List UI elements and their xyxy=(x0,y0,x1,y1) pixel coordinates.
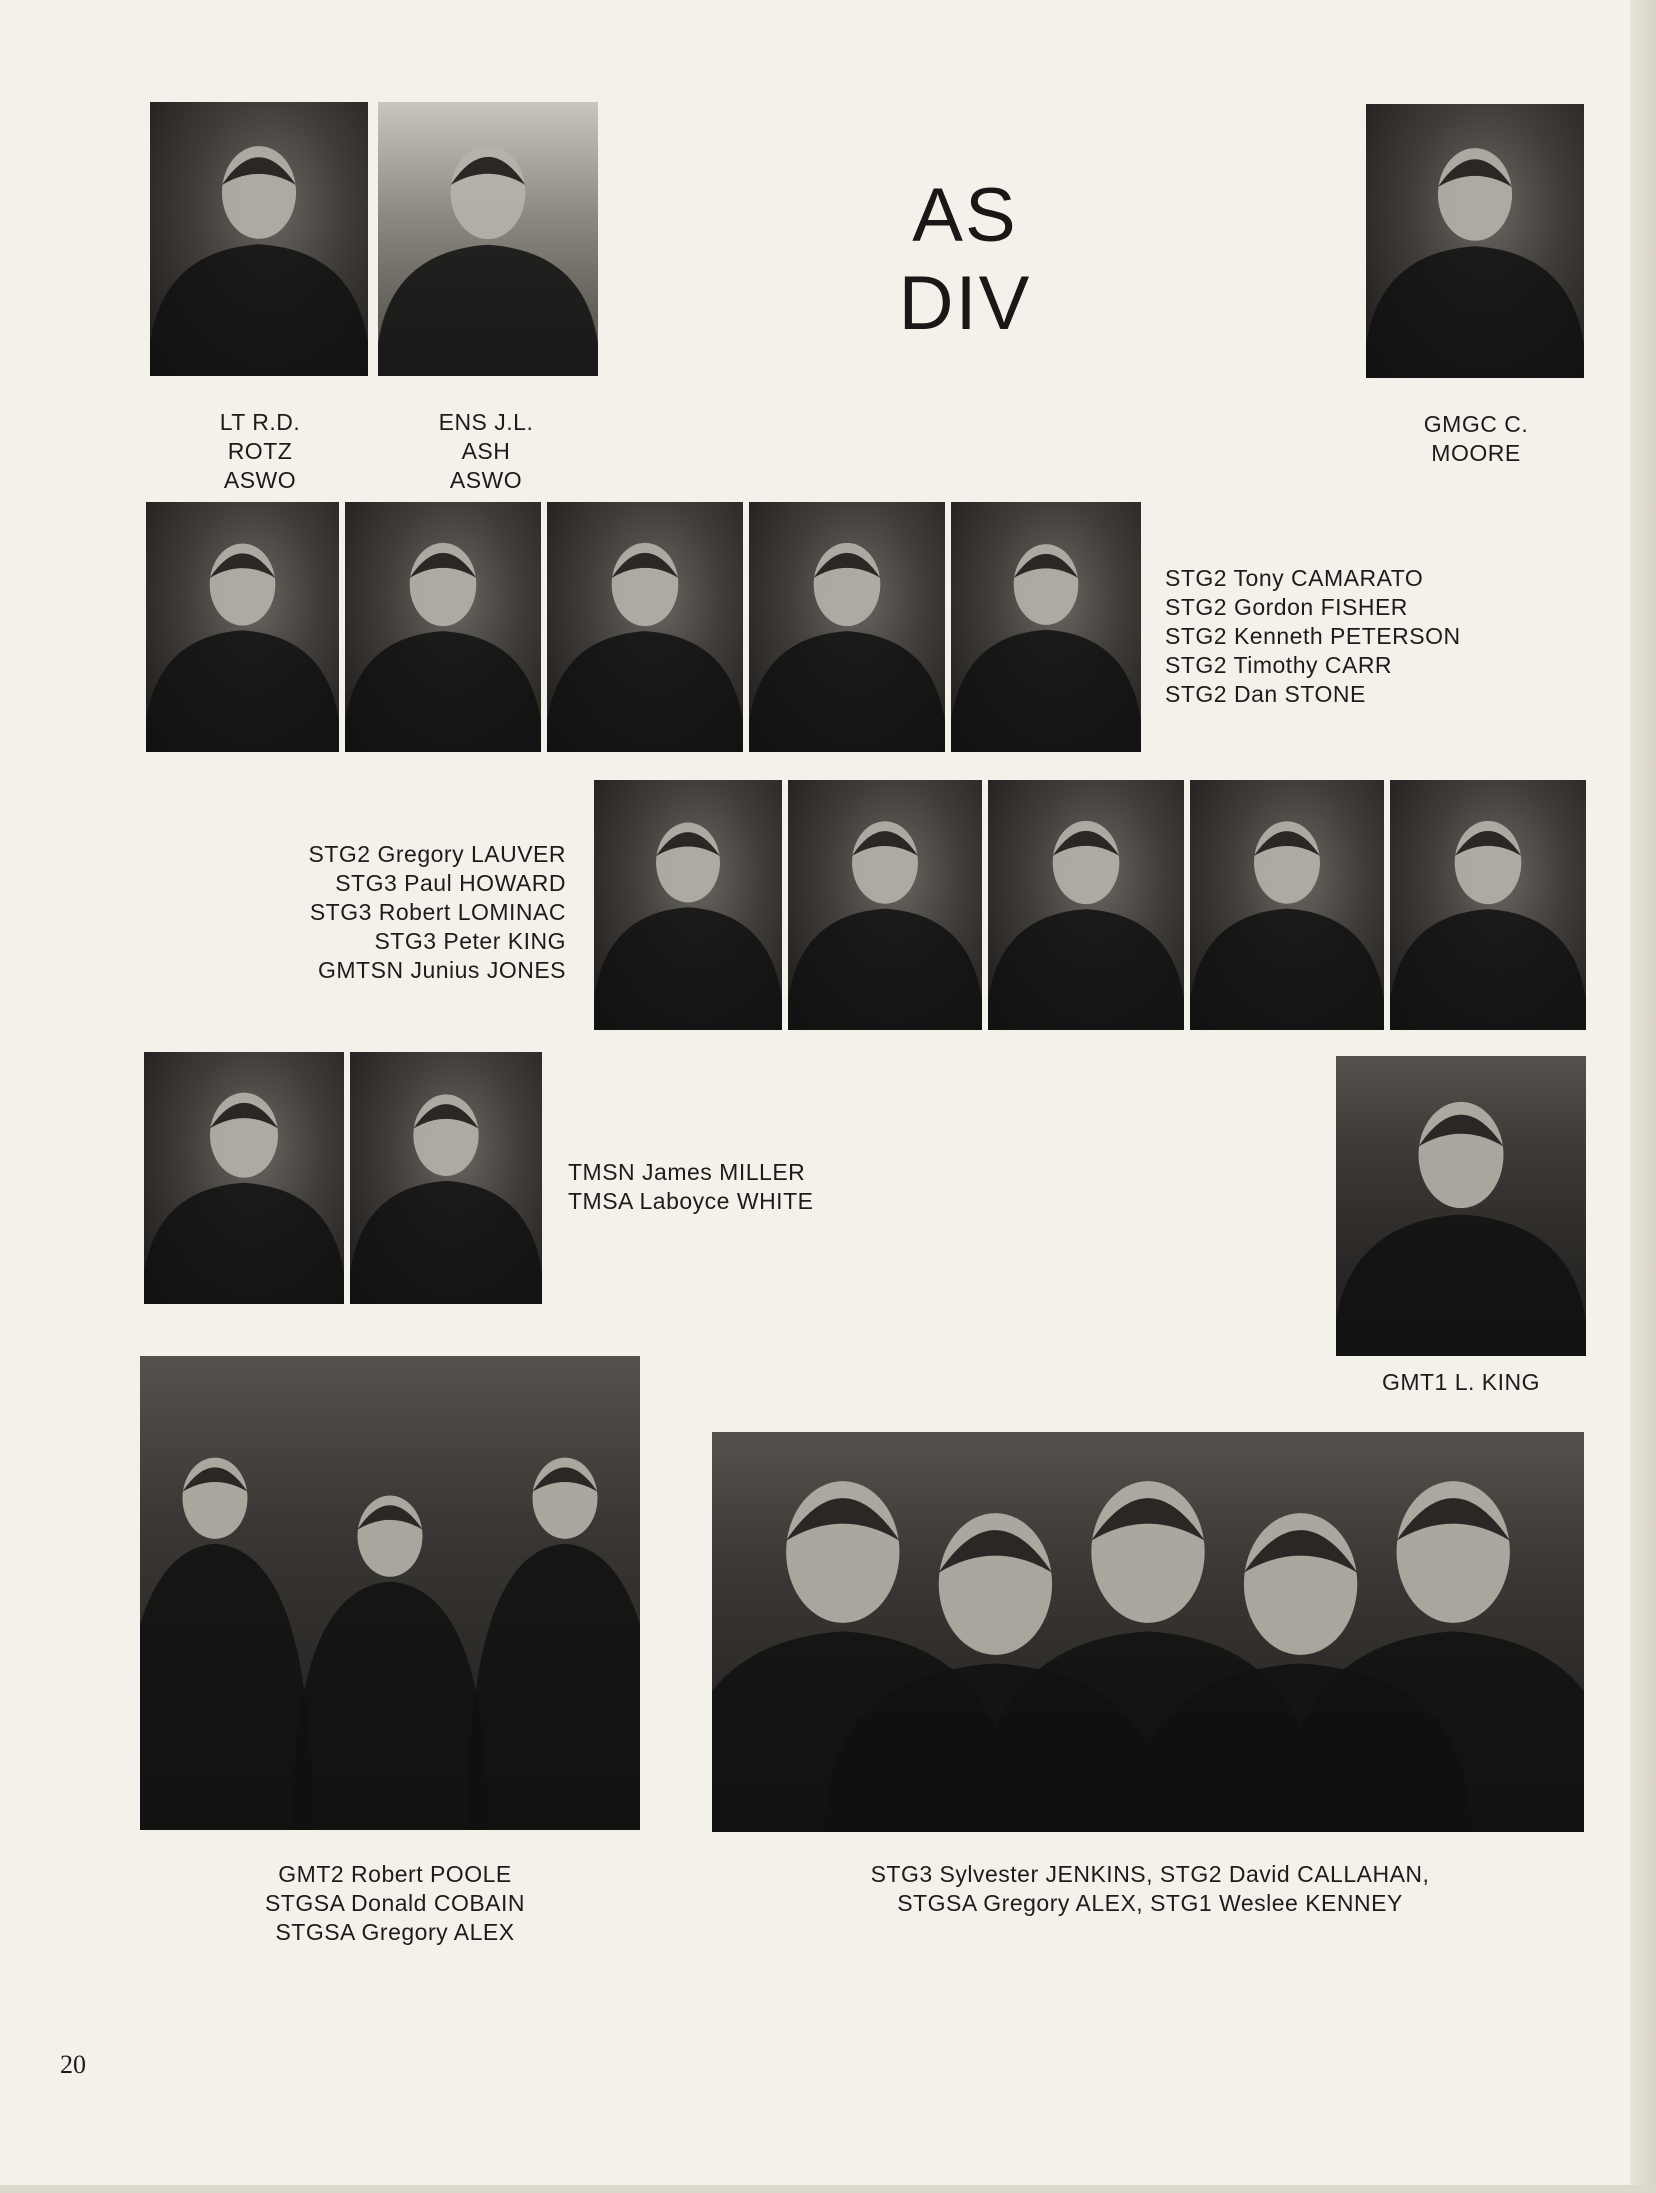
officer-caption-ash xyxy=(406,408,566,495)
silhouette-body xyxy=(350,1181,542,1304)
division-title-line1: AS xyxy=(912,173,1018,258)
silhouette-body xyxy=(378,245,598,376)
photo-silhouette xyxy=(1336,1056,1586,1356)
portrait-stone xyxy=(951,502,1141,752)
page-edge-shadow xyxy=(1630,0,1656,2193)
silhouette-body xyxy=(1190,909,1384,1030)
caption-line: GMT2 Robert POOLE xyxy=(278,1861,512,1887)
name-line: STG2 Timothy CARR xyxy=(1165,652,1393,678)
silhouette-body xyxy=(951,630,1141,752)
silhouette-body xyxy=(749,631,945,752)
name-line: GMTSN Junius JONES xyxy=(318,957,566,983)
portrait-carr xyxy=(749,502,945,752)
group-photo-jenkins-callahan-alex-kenney xyxy=(712,1432,1584,1832)
caption-line: MOORE xyxy=(1431,440,1521,466)
name-line: STG2 Gordon FISHER xyxy=(1165,594,1408,620)
name-line: STG2 Dan STONE xyxy=(1165,681,1366,707)
caption-line: STGSA Gregory ALEX xyxy=(275,1919,515,1945)
silhouette-body xyxy=(144,1183,344,1304)
photo-silhouette xyxy=(749,502,945,752)
caption-line: STGSA Donald COBAIN xyxy=(264,1890,526,1916)
name-line: TMSA Laboyce WHITE xyxy=(568,1188,814,1214)
name-line: STG3 Paul HOWARD xyxy=(335,870,566,896)
name-line: STG2 Tony CAMARATO xyxy=(1165,565,1424,591)
portrait-lauver xyxy=(594,780,782,1030)
caption-line: ROTZ xyxy=(227,438,293,464)
photo-silhouette xyxy=(712,1432,1584,1832)
portrait-white xyxy=(350,1052,542,1304)
portrait-peterson xyxy=(547,502,743,752)
silhouette-body xyxy=(293,1582,488,1830)
page-number: 20 xyxy=(60,2050,86,2079)
silhouette-body xyxy=(468,1544,641,1830)
silhouette-body xyxy=(345,631,541,752)
officer-caption-rotz xyxy=(180,408,340,495)
photo-silhouette xyxy=(988,780,1184,1030)
name-line: STG2 Kenneth PETERSON xyxy=(1165,623,1461,649)
photo-silhouette xyxy=(150,102,368,376)
photo-silhouette xyxy=(1366,104,1584,378)
silhouette-body xyxy=(788,909,982,1030)
photo-silhouette xyxy=(547,502,743,752)
photo-silhouette xyxy=(378,102,598,376)
photo-silhouette xyxy=(788,780,982,1030)
photo-gmt1-king xyxy=(1336,1056,1586,1356)
caption-line: STG3 Sylvester JENKINS, STG2 David CALLAHAN, xyxy=(870,1861,1430,1887)
caption-line: GMGC C. xyxy=(1423,411,1529,437)
row2-names xyxy=(180,840,566,985)
name-line: TMSN James MILLER xyxy=(568,1159,806,1185)
caption-line: GMT1 L. KING xyxy=(1381,1369,1541,1395)
silhouette-body xyxy=(547,631,743,752)
page-bottom-edge xyxy=(0,2185,1656,2193)
silhouette-body xyxy=(1336,1215,1586,1357)
portrait-howard xyxy=(788,780,982,1030)
name-line: STG2 Gregory LAUVER xyxy=(308,841,566,867)
portrait-king xyxy=(1190,780,1384,1030)
silhouette-body xyxy=(140,1544,313,1830)
name-line: STG3 Robert LOMINAC xyxy=(309,899,566,925)
silhouette-body xyxy=(150,244,368,376)
caption-line: STGSA Gregory ALEX, STG1 Weslee KENNEY xyxy=(897,1890,1403,1916)
photo-silhouette xyxy=(350,1052,542,1304)
portrait-fisher xyxy=(345,502,541,752)
silhouette-body xyxy=(988,909,1184,1030)
photo-silhouette xyxy=(345,502,541,752)
caption-line: ASWO xyxy=(223,467,297,493)
silhouette-body xyxy=(594,907,782,1030)
portrait-lominac xyxy=(988,780,1184,1030)
photo-silhouette xyxy=(144,1052,344,1304)
officer-photo-rotz xyxy=(150,102,368,376)
caption-line: LT R.D. xyxy=(219,409,301,435)
photo-silhouette xyxy=(140,1356,640,1830)
division-title-line2: DIV xyxy=(898,261,1032,346)
photo-silhouette xyxy=(594,780,782,1030)
silhouette-body xyxy=(1390,909,1586,1030)
row3-names xyxy=(568,1158,813,1216)
caption-line: ASWO xyxy=(449,467,523,493)
caption-line: ENS J.L. xyxy=(438,409,534,435)
officer-photo-ash xyxy=(378,102,598,376)
photo-silhouette xyxy=(951,502,1141,752)
group2-caption xyxy=(740,1860,1560,1918)
row1-names xyxy=(1165,564,1461,709)
portrait-jones xyxy=(1390,780,1586,1030)
caption-gmt1-king xyxy=(1336,1368,1586,1397)
portrait-camarato xyxy=(146,502,339,752)
photo-silhouette xyxy=(1190,780,1384,1030)
officer-photo-moore xyxy=(1366,104,1584,378)
division-title xyxy=(880,172,1050,348)
caption-line: ASH xyxy=(461,438,511,464)
officer-caption-moore xyxy=(1396,410,1556,468)
portrait-miller xyxy=(144,1052,344,1304)
group1-caption xyxy=(200,1860,590,1947)
silhouette-body xyxy=(1366,246,1584,378)
silhouette-body xyxy=(1283,1631,1584,1832)
silhouette-body xyxy=(146,630,339,752)
photo-silhouette xyxy=(146,502,339,752)
name-line: STG3 Peter KING xyxy=(374,928,566,954)
photo-silhouette xyxy=(1390,780,1586,1030)
group-photo-poole-cobain-alex xyxy=(140,1356,640,1830)
